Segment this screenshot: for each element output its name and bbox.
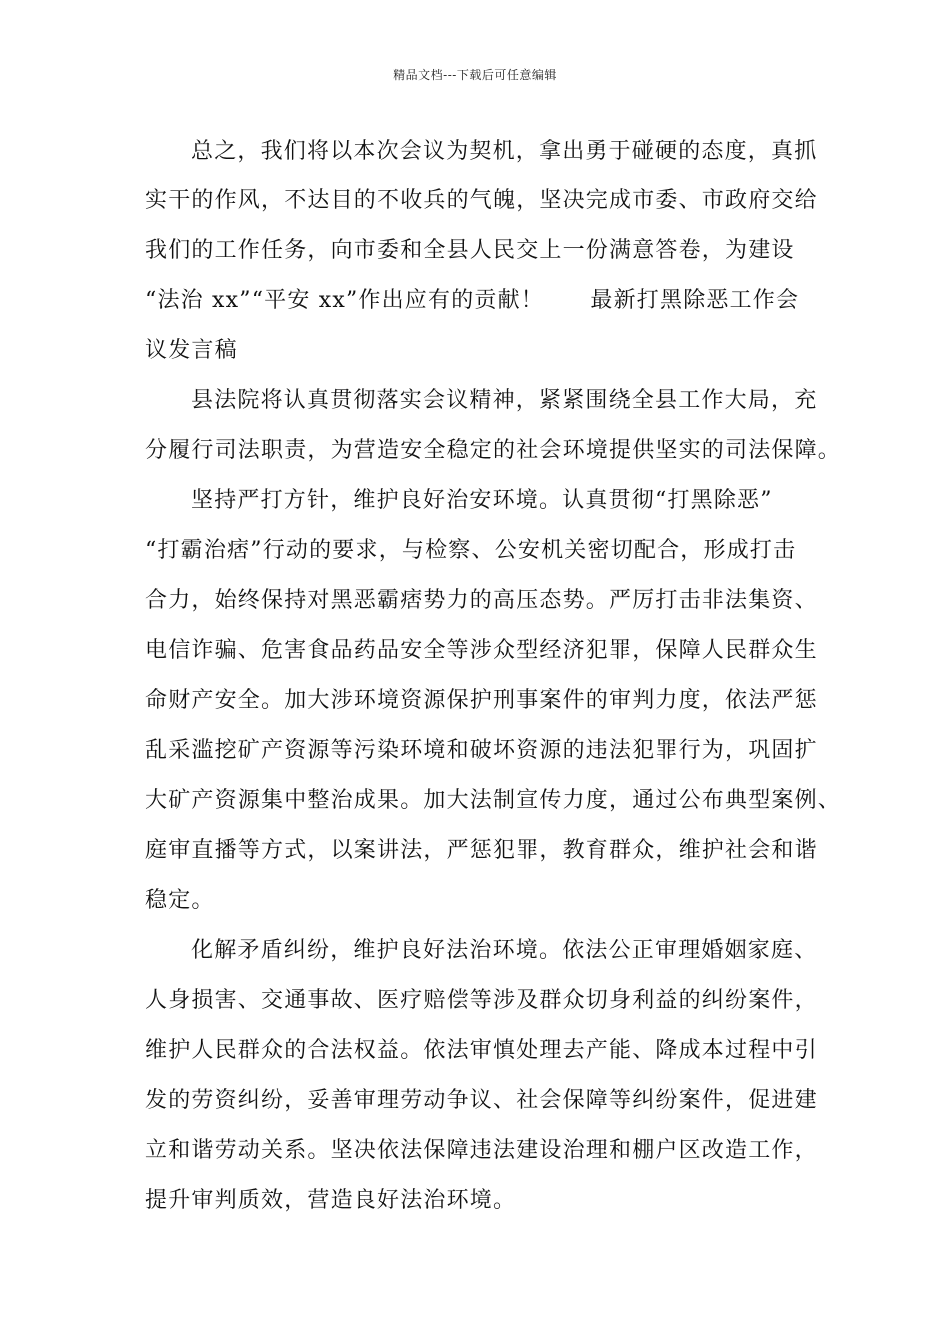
text-line: 实干的作风，不达目的不收兵的气魄，坚决完成市委、市政府交给 — [145, 188, 818, 213]
page-header: 精品文档---下载后可任意编辑 — [393, 68, 557, 82]
text-line: 电信诈骗、危害食品药品安全等涉众型经济犯罪，保障人民群众生 — [145, 638, 818, 663]
text-line: “法治 xx”“平安 xx”作出应有的贡献！ 最新打黑除恶工作会 — [145, 288, 800, 313]
text-line: 分履行司法职责，为营造安全稳定的社会环境提供坚实的司法保障。 — [145, 438, 842, 463]
text-line: 大矿产资源集中整治成果。加大法制宣传力度，通过公布典型案例、 — [145, 788, 842, 813]
text-line: 稳定。 — [145, 888, 215, 913]
text-line: 庭审直播等方式，以案讲法，严惩犯罪，教育群众，维护社会和谐 — [145, 838, 818, 863]
text-line: 坚持严打方针，维护良好治安环境。认真贯彻“打黑除恶” — [191, 488, 773, 513]
text-line: 维护人民群众的合法权益。依法审慎处理去产能、降成本过程中引 — [145, 1038, 818, 1063]
text-line: 县法院将认真贯彻落实会议精神，紧紧围绕全县工作大局，充 — [191, 388, 818, 413]
text-line: 发的劳资纠纷，妥善审理劳动争议、社会保障等纠纷案件，促进建 — [145, 1088, 818, 1113]
text-line: 人身损害、交通事故、医疗赔偿等涉及群众切身利益的纠纷案件， — [145, 988, 818, 1013]
text-line: 总之，我们将以本次会议为契机，拿出勇于碰硬的态度，真抓 — [191, 139, 818, 164]
text-line: 立和谐劳动关系。坚决依法保障违法建设治理和棚户区改造工作， — [145, 1138, 818, 1163]
text-line: “打霸治痞”行动的要求，与检察、公安机关密切配合，形成打击 — [145, 538, 797, 563]
text-line: 我们的工作任务，向市委和全县人民交上一份满意答卷，为建设 — [145, 238, 795, 263]
text-line: 乱采滥挖矿产资源等污染环境和破坏资源的违法犯罪行为，巩固扩 — [145, 738, 818, 763]
text-line: 命财产安全。加大涉环境资源保护刑事案件的审判力度，依法严惩 — [145, 688, 818, 713]
text-line: 提升审判质效，营造良好法治环境。 — [145, 1188, 517, 1213]
text-line: 化解矛盾纠纷，维护良好法治环境。依法公正审理婚姻家庭、 — [191, 938, 818, 963]
text-line: 议发言稿 — [145, 338, 238, 363]
text-line: 合力，始终保持对黑恶霸痞势力的高压态势。严厉打击非法集资、 — [145, 588, 818, 613]
